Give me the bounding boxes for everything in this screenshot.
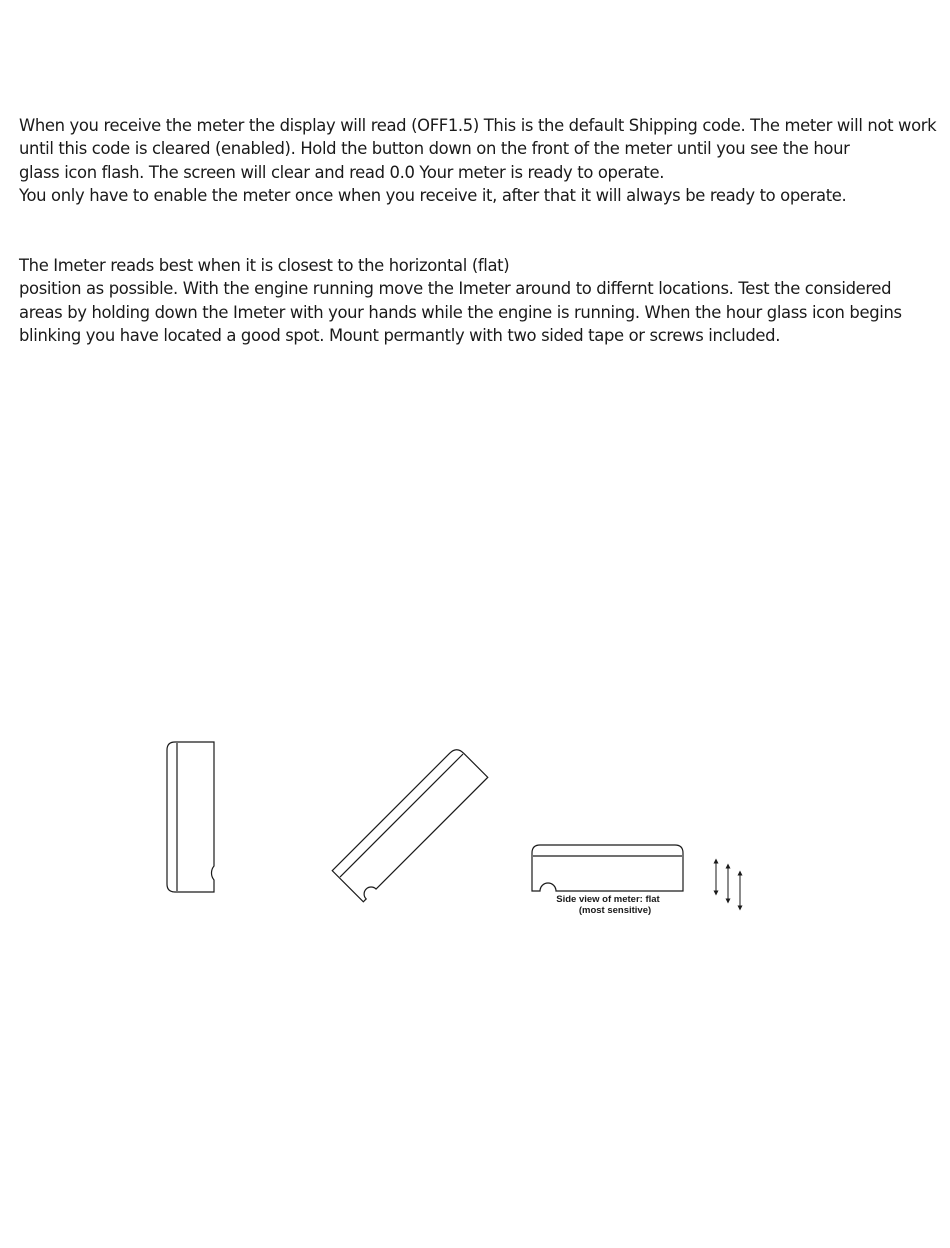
text-line: blinking you have located a good spot. Mount permantly with two sided tape or screws included. [19, 325, 781, 345]
text-line: until this code is cleared (enabled). Hold the button down on the front of the meter until you see the hour [19, 139, 850, 159]
text-line: position as possible. With the engine running move the Imeter around to differnt locations. Test the considered [19, 279, 892, 299]
meter-vertical-view [167, 742, 214, 892]
text-line: When you receive the meter the display will read (OFF1.5) This is the default Shipping code. The meter will not work [19, 116, 937, 135]
mounting-instructions-paragraph [19, 254, 949, 347]
meter-orientation-diagram [0, 720, 950, 940]
text-line: You only have to enable the meter once when you receive it, after that it will always be ready to operate. [19, 185, 847, 205]
diagram-caption-line1: Side view of meter: flat [556, 894, 660, 905]
text-line: areas by holding down the Imeter with your hands while the engine is running. When the hour glass icon begins [19, 302, 902, 322]
vibration-arrows-icon [716, 861, 740, 908]
text-line: The Imeter reads best when it is closest to the horizontal (flat) [19, 256, 510, 275]
meter-flat-view [532, 845, 683, 891]
diagram-caption-line2: (most sensitive) [578, 905, 652, 916]
meter-tilted-view [332, 746, 488, 902]
text-line: glass icon flash. The screen will clear and read 0.0 Your meter is ready to operate. [19, 162, 665, 182]
enable-instructions-paragraph [19, 114, 949, 207]
